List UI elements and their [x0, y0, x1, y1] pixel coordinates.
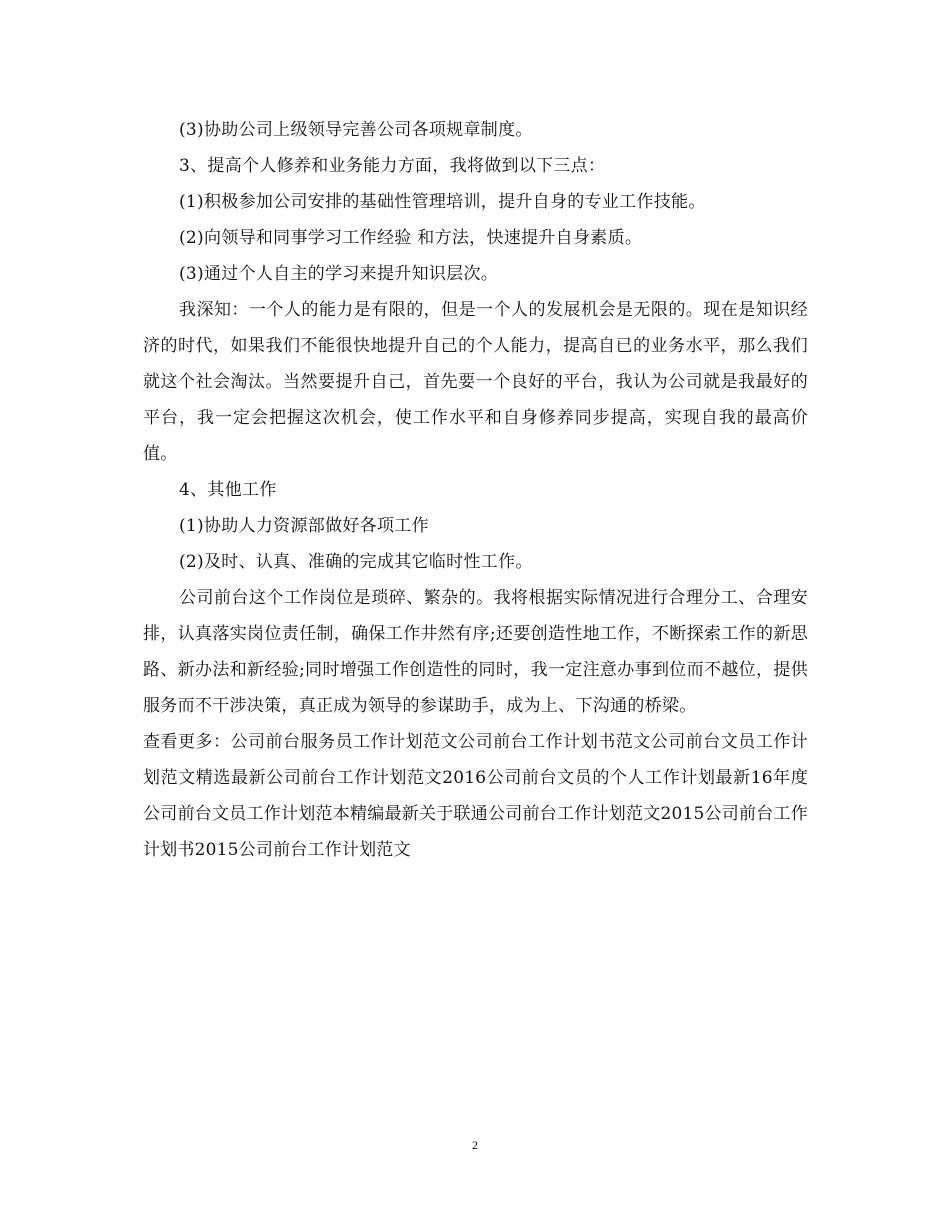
section-heading: 3、提高个人修养和业务能力方面，我将做到以下三点： — [179, 156, 606, 176]
paragraph: (3)协助公司上级领导完善公司各项规章制度。 — [179, 120, 533, 140]
document-body — [143, 112, 808, 868]
paragraph: 公司前台这个工作岗位是琐碎、繁杂的。我将根据实际情况进行合理分工、合理安排，认真落实岗位责任制，确保工作井然有序;还要创造性地工作，不断探索工作的新思路、新办法和新经验;同时增强工作创造性的同时，我一定注意办事到位而不越位，提供服务而不干涉决策，真正成为领导的参谋助手，成为上、下沟通的桥梁。 — [143, 588, 808, 716]
section-heading: 4、其他工作 — [179, 480, 277, 500]
see-more-links: 查看更多：公司前台服务员工作计划范文公司前台工作计划书范文公司前台文员工作计划范文精选最新公司前台工作计划范文2016公司前台文员的个人工作计划最新16年度公司前台文员工作计划范本精编最新关于联通公司前台工作计划范文2015公司前台工作计划书2015公司前台工作计划范文 — [143, 732, 808, 860]
paragraph: (1)协助人力资源部做好各项工作 — [179, 516, 429, 536]
paragraph: (2)向领导和同事学习工作经验 和方法，快速提升自身素质。 — [179, 228, 643, 248]
paragraph: (1)积极参加公司安排的基础性管理培训，提升自身的专业工作技能。 — [179, 192, 706, 212]
page-number: 2 — [472, 1138, 478, 1152]
paragraph: 我深知：一个人的能力是有限的，但是一个人的发展机会是无限的。现在是知识经济的时代，如果我们不能很快地提升自己的个人能力，提高自已的业务水平，那么我们就这个社会淘汰。当然要提升自己，首先要一个良好的平台，我认为公司就是我最好的平台，我一定会把握这次机会，使工作水平和自身修养同步提高，实现自我的最高价值。 — [143, 300, 808, 464]
paragraph: (2)及时、认真、准确的完成其它临时性工作。 — [179, 552, 533, 572]
paragraph: (3)通过个人自主的学习来提升知识层次。 — [179, 264, 499, 284]
